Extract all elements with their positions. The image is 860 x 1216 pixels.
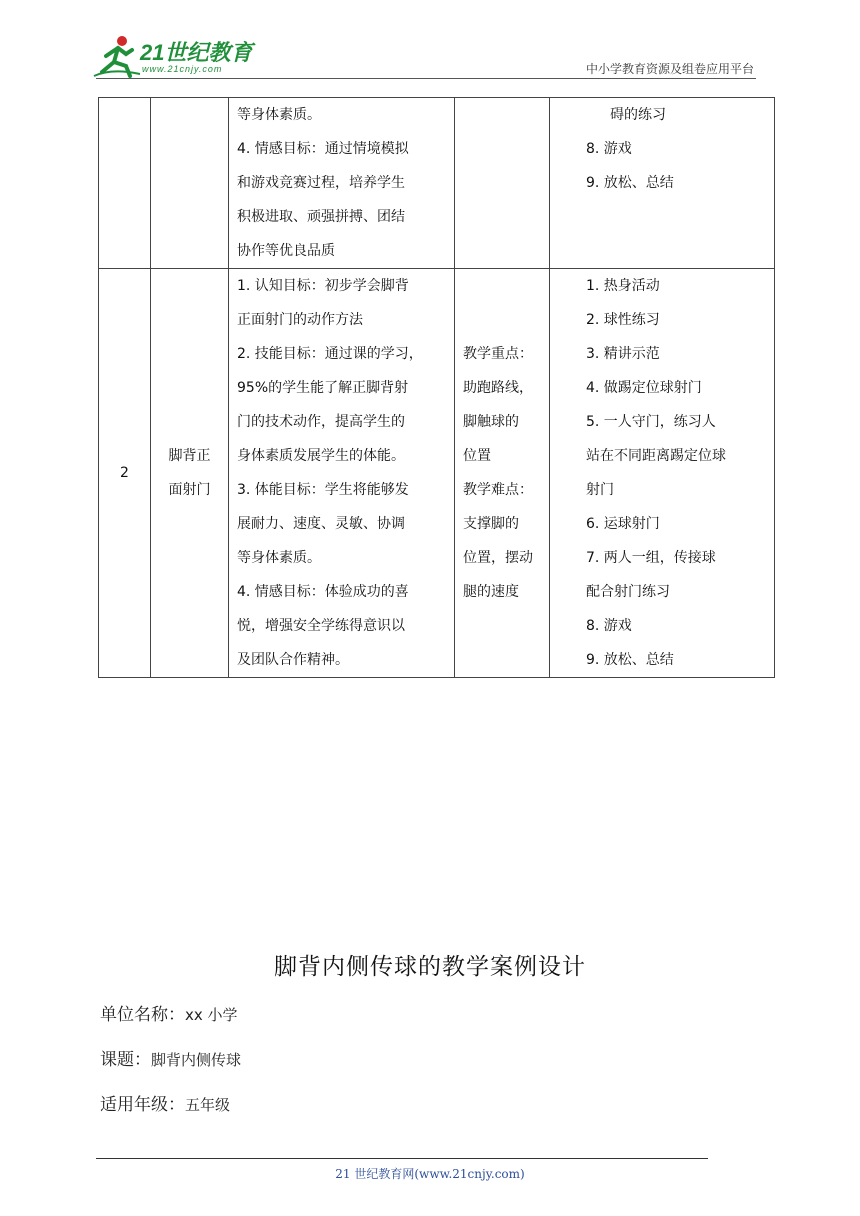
objective-line: 展耐力、速度、灵敏、协调	[237, 516, 405, 532]
footer-link[interactable]: 21 世纪教育网(www.21cnjy.com)	[335, 1167, 525, 1181]
lesson-topic-cell	[151, 98, 229, 269]
step-line: 4. 做踢定位球射门	[586, 380, 702, 396]
objective-line: 协作等优良品质	[237, 243, 335, 259]
keypoint-line: 脚触球的	[463, 414, 519, 430]
objective-line: 身体素质发展学生的体能。	[237, 448, 405, 464]
lesson-plan-table	[98, 97, 775, 678]
topic-line: 脚背正	[168, 448, 211, 464]
objective-line: 和游戏竞赛过程，培养学生	[237, 175, 405, 191]
logo-url: www.21cnjy.com	[142, 64, 223, 74]
header-divider	[96, 78, 756, 79]
objectives-cell	[229, 98, 455, 269]
topic-label: 课题：	[100, 1050, 151, 1070]
objective-line: 3. 体能目标：学生将能够发	[237, 482, 409, 498]
step-line: 6. 运球射门	[586, 516, 660, 532]
logo-text: 21世纪教育	[140, 40, 253, 65]
objective-line: 95%的学生能了解正脚背射	[237, 380, 409, 396]
keypoint-line: 支撑脚的	[463, 516, 519, 532]
steps-cell	[550, 269, 775, 678]
grade-value: 五年级	[185, 1096, 231, 1114]
keypoints-cell	[455, 98, 550, 269]
table-row	[99, 269, 775, 678]
objective-line: 正面射门的动作方法	[237, 312, 363, 328]
objective-line: 悦，增强安全学练得意识以	[237, 618, 405, 634]
topic-line: 面射门	[168, 482, 211, 498]
keypoint-line	[463, 269, 541, 303]
objective-line: 等身体素质。	[237, 550, 321, 566]
lesson-topic-cell	[151, 269, 229, 678]
footer-divider	[96, 1158, 708, 1159]
step-line: 3. 精讲示范	[586, 346, 660, 362]
objective-line: 1. 认知目标：初步学会脚背	[237, 278, 409, 294]
objective-line: 2. 技能目标：通过课的学习，	[237, 346, 423, 362]
topic-value: 脚背内侧传球	[151, 1051, 242, 1069]
runner-icon	[92, 34, 142, 80]
lesson-topic-line	[100, 1045, 241, 1070]
keypoint-line	[463, 303, 541, 337]
objective-line: 等身体素质。	[237, 107, 321, 123]
objective-line: 4. 情感目标：通过情境模拟	[237, 141, 409, 157]
objective-line: 4. 情感目标：体验成功的喜	[237, 584, 409, 600]
objective-line: 门的技术动作，提高学生的	[237, 414, 405, 430]
lesson-number-cell	[99, 98, 151, 269]
keypoint-line: 教学重点：	[463, 346, 533, 362]
keypoint-line: 位置	[463, 448, 491, 464]
unit-label: 单位名称：	[100, 1005, 185, 1025]
unit-value: xx 小学	[185, 1006, 238, 1024]
step-line: 5. 一人守门，练习人	[586, 414, 716, 430]
keypoint-line: 位置，摆动	[463, 550, 533, 566]
platform-name: 中小学教育资源及组卷应用平台	[585, 62, 754, 76]
step-line: 配合射门练习	[586, 584, 670, 600]
step-line: 8. 游戏	[586, 141, 632, 157]
page-header	[0, 0, 860, 90]
grade-line	[100, 1090, 230, 1115]
step-line: 7. 两人一组，传接球	[586, 550, 716, 566]
keypoints-cell	[455, 269, 550, 678]
objectives-cell	[229, 269, 455, 678]
objective-line: 及团队合作精神。	[237, 652, 349, 668]
grade-label: 适用年级：	[100, 1095, 185, 1115]
keypoint-line: 教学难点：	[463, 482, 533, 498]
objective-line: 积极进取、顽强拼搏、团结	[237, 209, 405, 225]
document-title: 脚背内侧传球的教学案例设计	[274, 954, 586, 980]
step-line: 9. 放松、总结	[586, 175, 674, 191]
step-line: 2. 球性练习	[586, 312, 660, 328]
step-line: 碍的练习	[610, 107, 666, 123]
table-row	[99, 98, 775, 269]
step-line: 站在不同距离踢定位球	[586, 448, 726, 464]
step-line: 8. 游戏	[586, 618, 632, 634]
unit-name-line	[100, 1000, 238, 1025]
step-line: 9. 放松、总结	[586, 652, 674, 668]
step-line: 射门	[586, 482, 614, 498]
keypoint-line: 助跑路线，	[463, 380, 533, 396]
keypoint-line: 腿的速度	[463, 584, 519, 600]
site-logo[interactable]	[92, 34, 262, 80]
step-line: 1. 热身活动	[586, 278, 660, 294]
steps-cell	[550, 98, 775, 269]
lesson-number-cell: 2	[99, 269, 151, 678]
